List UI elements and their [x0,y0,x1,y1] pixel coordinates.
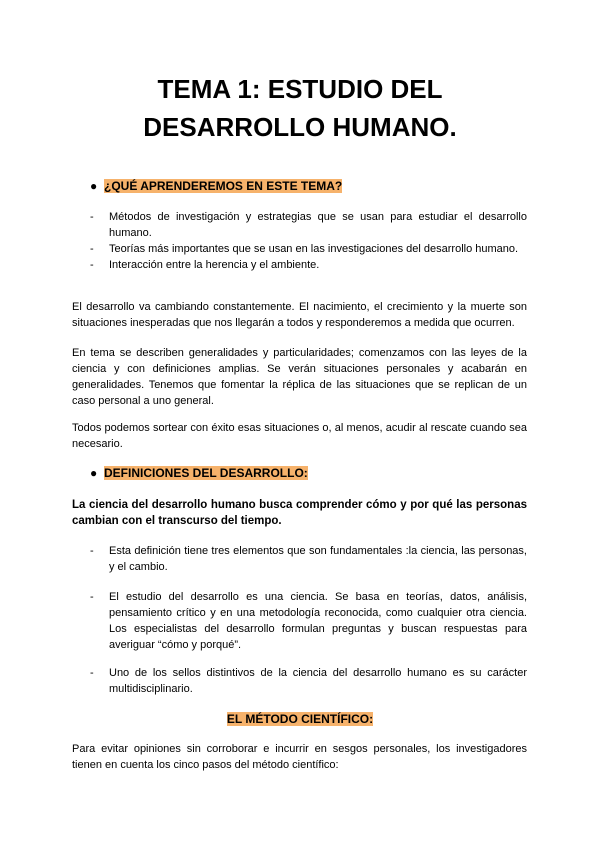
paragraph-1: El desarrollo va cambiando constantemente. El nacimiento, el crecimiento y la muerte son situaciones inesperadas que nos llegarán a todos y responderemos a medida que ocurren. [72,301,527,329]
bullet-dot: ● [90,466,98,480]
paragraph-2: En tema se describen generalidades y particularidades; comenzamos con las leyes de la ciencia y con definiciones amplias. Se verán situaciones personales y acabarán en generalidades. Tenemos que fomentar la réplica de las situaciones que se replican de un caso personal a uno general. [72,347,527,407]
definitions-list [90,665,527,697]
list-item: - Teorías más importantes que se usan en las investigaciones del desarrollo humano. [90,241,527,257]
section-heading-scientific-method [0,711,600,727]
section-heading-text: EL MÉTODO CIENTÍFICO: [226,712,374,726]
section-heading-text: ¿QUÉ APRENDEREMOS EN ESTE TEMA? [104,179,343,193]
list-item: - Métodos de investigación y estrategias que se usan para estudiar el desarrollo humano. [90,209,527,241]
definitions-list [90,543,527,575]
section-heading-what-we-learn [90,178,342,194]
list-item: - Interacción entre la herencia y el ambiente. [90,257,527,273]
title-line-1: TEMA 1: ESTUDIO DEL [157,74,443,104]
definition-intro: La ciencia del desarrollo humano busca comprender cómo y por qué las personas cambian con el transcurso del tiempo. [72,499,527,527]
title-line-2: DESARROLLO HUMANO. [143,112,457,142]
list-item: - El estudio del desarrollo es una ciencia. Se basa en teorías, datos, análisis, pensamiento crítico y en una metodología reconocida, como cualquier otra ciencia. Los especialistas del desarrollo formulan preguntas y buscan respuestas para averiguar “cómo y porqué”. [90,589,527,653]
learn-list [90,209,527,273]
bullet-dot: ● [90,179,98,193]
method-paragraph: Para evitar opiniones sin corroborar e incurrir en sesgos personales, los investigadores tienen en cuenta los cinco pasos del método científico: [72,743,527,771]
section-heading-definitions [90,465,308,481]
definitions-list [90,589,527,653]
list-item: - Esta definición tiene tres elementos que son fundamentales :la ciencia, las personas, y el cambio. [90,543,527,575]
section-heading-text: DEFINICIONES DEL DESARROLLO: [104,466,308,480]
paragraph-3: Todos podemos sortear con éxito esas situaciones o, al menos, acudir al rescate cuando sea necesario. [72,422,527,450]
list-item: - Uno de los sellos distintivos de la ciencia del desarrollo humano es su carácter multidisciplinario. [90,665,527,697]
